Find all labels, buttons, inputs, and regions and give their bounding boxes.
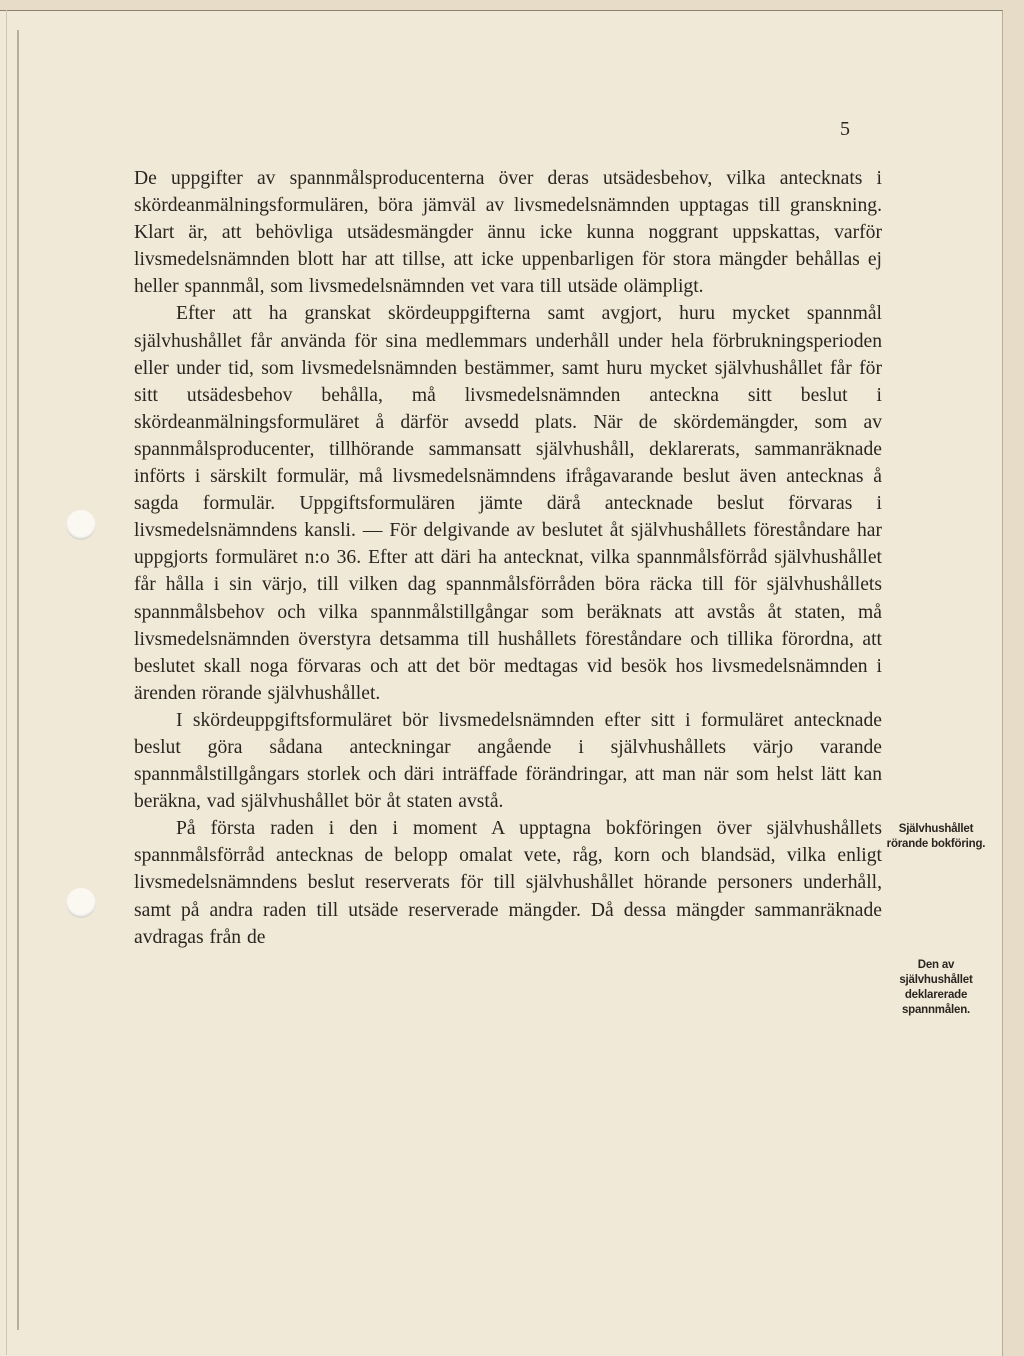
margin-note: Självhushållet rörande bokföring. xyxy=(886,823,986,850)
page-edge-line xyxy=(6,10,7,1355)
paragraph: Efter att ha granskat skördeuppgifterna samt avgjort, huru mycket spannmål självhushållet får använda för sina medlemmars underhåll under hela förbrukningsperioden eller under tid, som livsmedelsnämnden bestämmer, samt huru mycket självhushållet får för sitt utsädesbehov behålla, må livsmedelsnämnden anteckna sitt beslut i skördeanmälningsformuläret å därför avsedd plats. När de skördemängder, som av spannmålsproducenter, tillhörande sammansatt självhushåll, deklarerats, sammanräknade införts i särskilt formulär, må livsmedelsnämndens ifrågavarande beslut även antecknas å sagda formulär. Uppgiftsformulären jämte därå antecknade beslut förvaras i livsmedelsnämndens kansli. — För delgivande av beslutet åt självhushållets föreståndare har uppgjorts formuläret n:o 36. Efter att däri ha antecknat, vilka spannmålsförråd självhushållet får hålla i sin värjo, till vilken dag spannmålsförråden böra räcka till för självhushållets spannmålsbehov och vilka spannmålstillgångar som beräknats att avstås åt staten, må livsmedelsnämnden överstyra detsamma till hushållets föreståndare och tillika förordna, att beslutet skall noga förvaras och att det bör medtagas vid besök hos livsmedelsnämnden i ärenden rörande självhushållet. xyxy=(134,303,882,704)
punch-hole xyxy=(66,510,96,540)
paragraph: I skördeuppgiftsformuläret bör livsmedelsnämnden efter sitt i formuläret antecknade beslut göra sådana anteckningar angående i självhushållets värjo varande spannmålstillgångars storlek och däri inträffade förändringar, att man när som helst lätt kan beräkna, vad självhushållet bör åt staten avstå. xyxy=(134,709,882,813)
binding-line xyxy=(17,30,19,1330)
punch-hole xyxy=(66,888,96,918)
paragraph: De uppgifter av spannmålsproducenterna över deras utsädesbehov, vilka antecknats i skördeanmälningsformulären, böra jämväl av livsmedelsnämnden upptagas till granskning. Klart är, att behövliga utsädesmängder ännu icke kunna noggrant uppskattas, varför livsmedelsnämnden blott har att tillse, att icke uppenbarligen för stora mängder behållas ej heller spannmål, som livsmedelsnämnden vet vara till utsäde olämpligt. xyxy=(134,168,882,298)
margin-note: Den av självhushållet deklarerade spannmålen. xyxy=(899,959,973,1016)
page-number: 5 xyxy=(840,118,850,140)
body-text xyxy=(134,165,882,951)
paragraph: På första raden i den i moment A upptagna bokföringen över självhushållets spannmålsförråd antecknas de belopp omalat vete, råg, korn och blandsäd, vilka enligt livsmedelsnämndens beslut reserverats för till självhushållet hörande personers underhåll, samt på andra raden till utsäde reserverade mängder. Då dessa mängder sammanräknade avdragas från de xyxy=(134,818,882,948)
